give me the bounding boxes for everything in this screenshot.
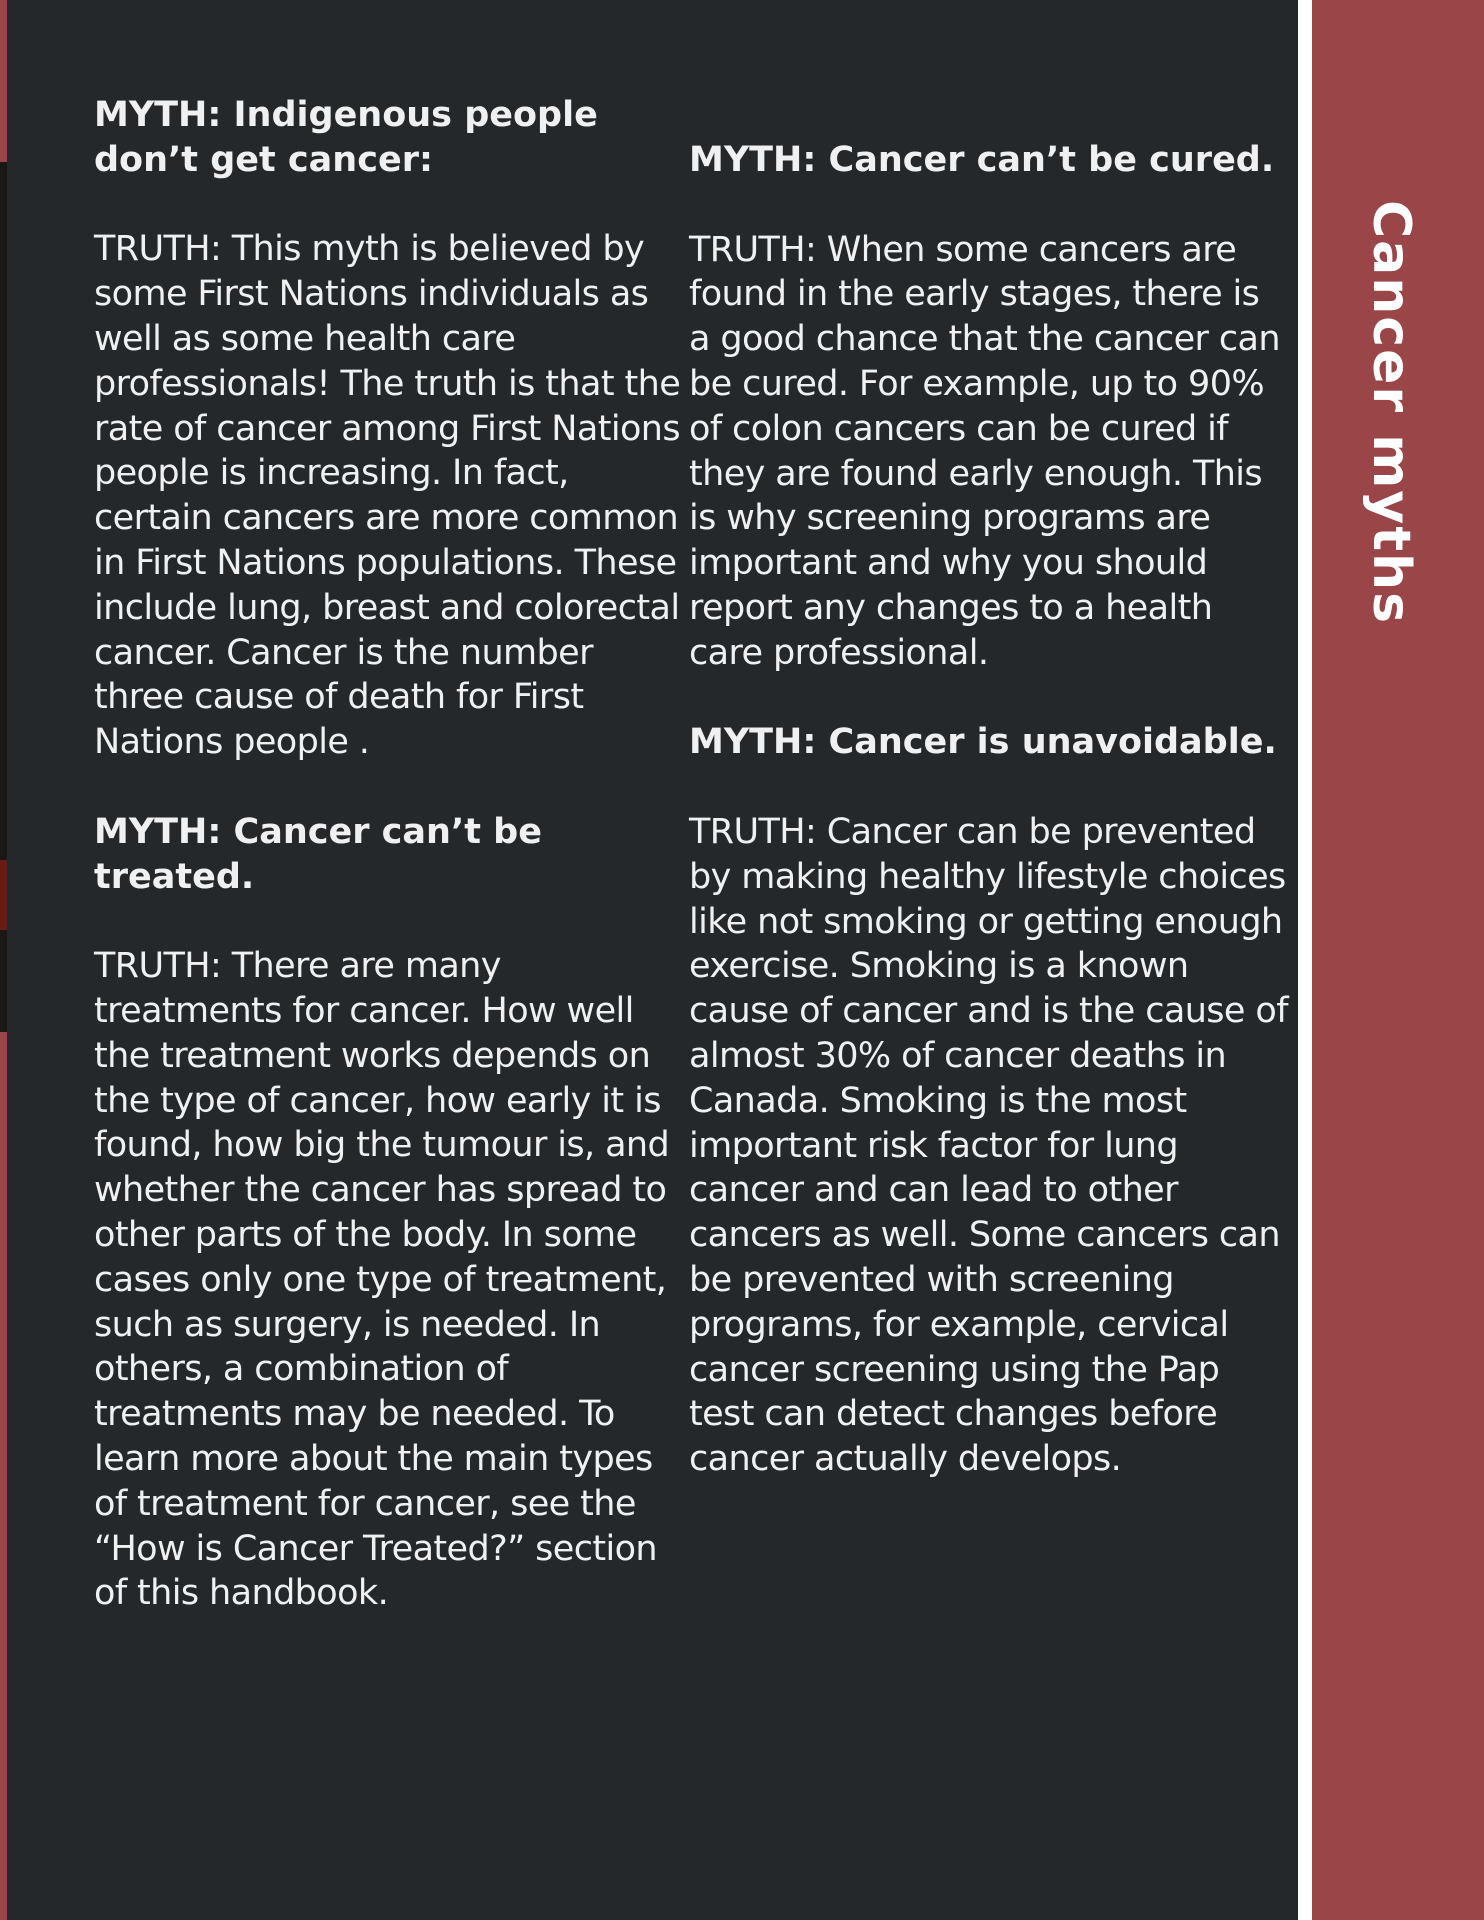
truth-text: TRUTH: This myth is believed by some First Nations individuals as well as some health care professionals! The truth is that the rate of cancer among First Nations people is increasing. In fact, certain cancers are more common in First Nations populations. These include lung, breast and colorectal cancer. Cancer is the number three cause of death for First Nations people .	[94, 229, 681, 763]
myth-heading: MYTH: Cancer can’t be treated.	[94, 811, 542, 897]
myth-block-unavoidable	[689, 720, 1289, 1482]
truth-text: TRUTH: Cancer can be prevented by making healthy lifestyle choices like not smoking or getting enough exercise. Smoking is a known cause of cancer and is the cause of almost 30% of cancer deaths in Canada. Smoking is the most important risk factor for lung cancer and can lead to other cancers as well. Some cancers can be prevented with screening programs, for example, cervical cancer screening using the Pap test can detect changes before cancer actually develops.	[689, 811, 1288, 1480]
myth-block-indigenous	[94, 93, 682, 765]
myth-heading: MYTH: Cancer can’t be cured.	[689, 140, 1275, 180]
left-column	[94, 93, 682, 1616]
panel-divider	[1298, 0, 1312, 1920]
truth-text: TRUTH: When some cancers are found in the early stages, there is a good chance that the cancer can be cured. For example, up to 90% of colon cancers can be cured if they are found early enough. This is why screening programs are important and why you should report any changes to a health care professional.	[689, 229, 1280, 673]
left-photo-highlight	[0, 860, 7, 930]
right-column	[689, 138, 1289, 1482]
side-title: Cancer myths	[1361, 200, 1421, 626]
myth-block-treated	[94, 810, 682, 1616]
myth-block-cured	[689, 138, 1289, 676]
myth-heading: MYTH: Indigenous people don’t get cancer:	[94, 95, 598, 180]
truth-text: TRUTH: There are many treatments for cancer. How well the treatment works depends on the type of cancer, how early it is found, how big the tumour is, and whether the cancer has spread to other parts of the body. In some cases only one type of treatment, such as surgery, is needed. In others, a combination of treatments may be needed. To learn more about the main types of treatment for cancer, see the “How is Cancer Treated?” section of this handbook.	[94, 946, 670, 1614]
myth-heading: MYTH: Cancer is unavoidable.	[689, 722, 1277, 763]
